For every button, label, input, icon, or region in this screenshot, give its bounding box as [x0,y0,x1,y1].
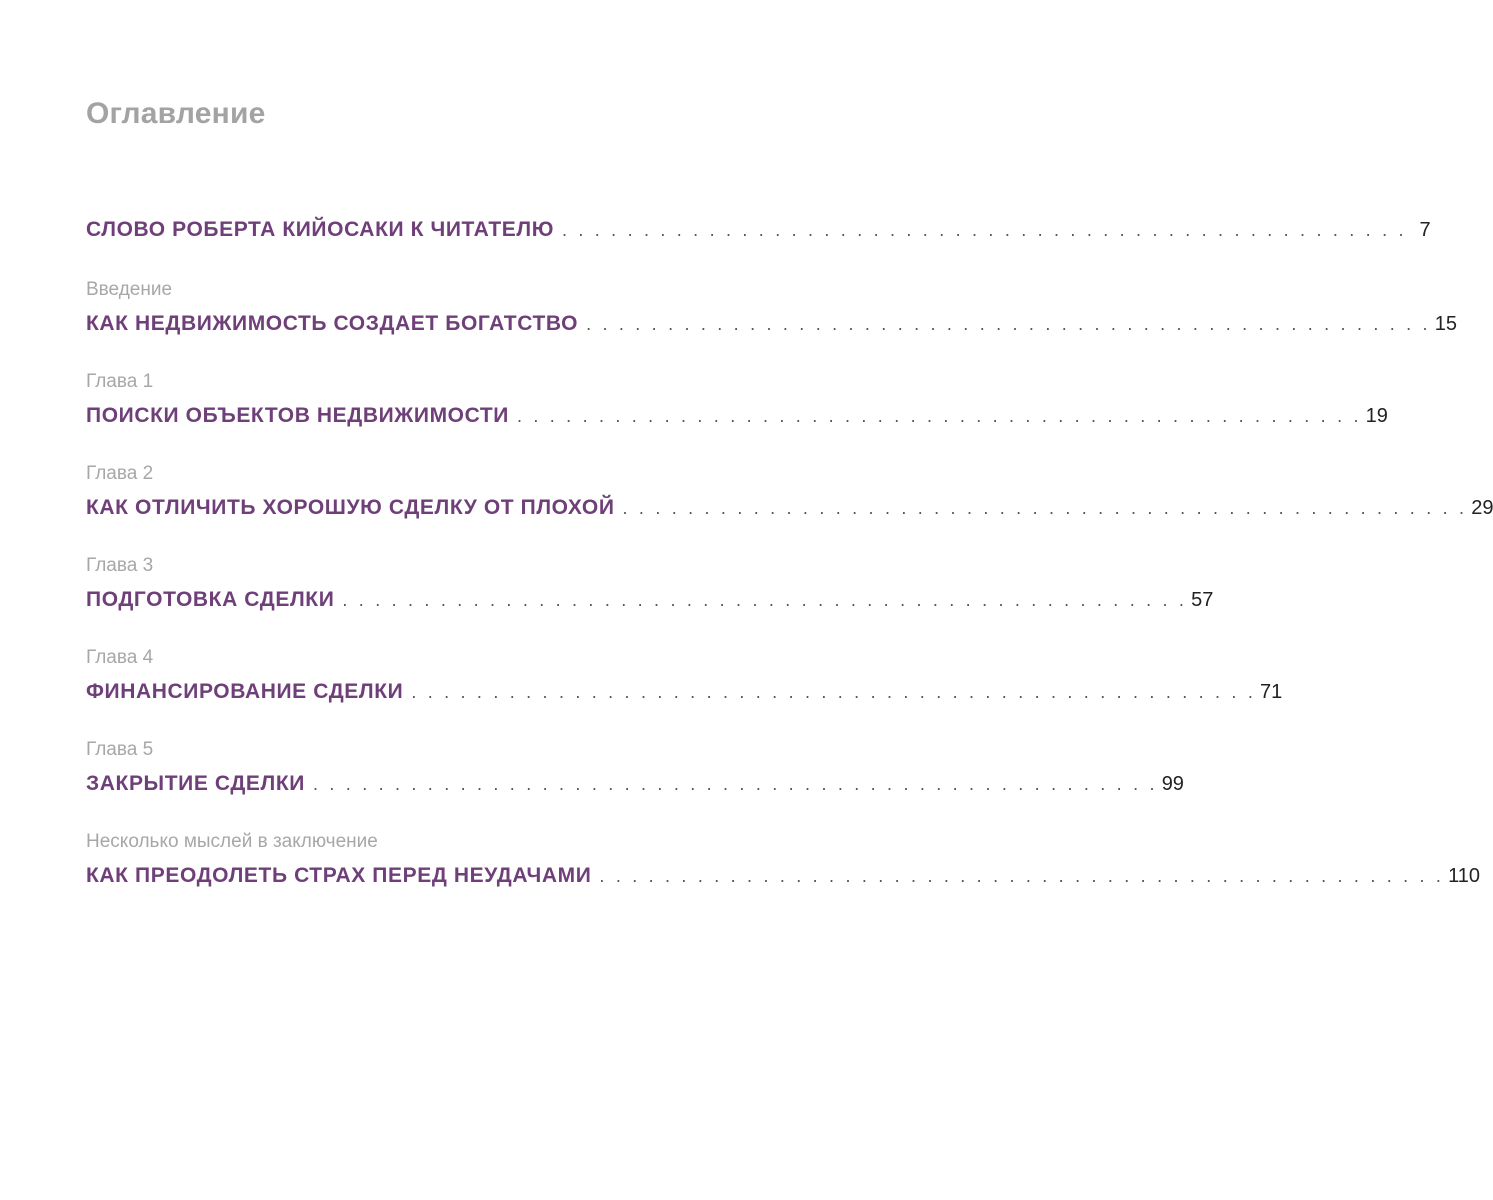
toc-entry-conclusion[interactable] [86,830,1481,890]
toc-page-number: 99 [1161,773,1184,795]
toc-entry-line [86,402,1388,430]
toc-entry-chapter-3[interactable] [86,554,1214,614]
toc-entry-line [86,586,1214,614]
toc-page-number: 57 [1191,589,1214,611]
dot-leader: . . . . . . . . . . . . . . . . . . . . . . . . . . . . . . . . . . . . . . . . . . . . . . . . . . . . [411,682,1257,702]
toc-entry-line [86,310,1458,338]
toc-chapter-label: Несколько мыслей в заключение [86,831,378,852]
toc-chapter-label: Глава 3 [86,555,154,576]
toc-chapter-label: Глава 1 [86,371,154,392]
toc-entry-chapter-1[interactable] [86,370,1388,430]
toc-entry-title: КАК НЕДВИЖИМОСТЬ СОЗДАЕТ БОГАТСТВО [86,312,579,335]
toc-entry-chapter-2[interactable] [86,462,1493,522]
toc-entry-line [86,770,1184,798]
toc-entry-title: ФИНАНСИРОВАНИЕ СДЕЛКИ [86,680,404,703]
toc-entry-chapter-5[interactable] [86,738,1184,798]
toc-page-number: 29 [1471,497,1493,519]
dot-leader: . . . . . . . . . . . . . . . . . . . . . . . . . . . . . . . . . . . . . . . . . . . . . . . . . . . . [586,314,1431,334]
toc-entry-chapter-4[interactable] [86,646,1283,706]
toc-entry-line [86,216,1431,244]
toc-entry-line [86,678,1283,706]
toc-entry-title: СЛОВО РОБЕРТА КИЙОСАКИ К ЧИТАТЕЛЮ [86,218,554,241]
dot-leader: . . . . . . . . . . . . . . . . . . . . . . . . . . . . . . . . . . . . . . . . . . . . . . . . . . . . [599,866,1445,886]
page-title: Оглавление [86,97,266,130]
toc-entry-title: ПОИСКИ ОБЪЕКТОВ НЕДВИЖИМОСТИ [86,404,509,427]
toc-entry-line [86,494,1493,522]
dot-leader: . . . . . . . . . . . . . . . . . . . . . . . . . . . . . . . . . . . . . . . . . . . . . . . . . . . . [561,220,1407,240]
toc-chapter-label: Глава 2 [86,463,154,484]
toc-chapter-label: Глава 5 [86,739,154,760]
toc-page-number: 7 [1419,219,1431,241]
toc-page-number: 19 [1365,405,1388,427]
toc-chapter-label: Глава 4 [86,647,154,668]
dot-leader: . . . . . . . . . . . . . . . . . . . . . . . . . . . . . . . . . . . . . . . . . . . . . . . . . . . . [516,406,1362,426]
toc-page-number: 110 [1448,865,1481,887]
toc-page-number: 15 [1434,313,1458,335]
dot-leader: . . . . . . . . . . . . . . . . . . . . . . . . . . . . . . . . . . . . . . . . . . . . . . . . . . . . [342,590,1188,610]
dot-leader: . . . . . . . . . . . . . . . . . . . . . . . . . . . . . . . . . . . . . . . . . . . . . . . . . . . . [312,774,1158,794]
toc-entry-title: КАК ОТЛИЧИТЬ ХОРОШУЮ СДЕЛКУ ОТ ПЛОХОЙ [86,496,615,519]
toc-chapter-label: Введение [86,279,173,300]
toc-entry-introduction[interactable] [86,278,1458,338]
toc-entry-title: ЗАКРЫТИЕ СДЕЛКИ [86,772,305,795]
toc-entry-title: ПОДГОТОВКА СДЕЛКИ [86,588,335,611]
toc-entry-title: КАК ПРЕОДОЛЕТЬ СТРАХ ПЕРЕД НЕУДАЧАМИ [86,864,592,887]
toc-entry-foreword[interactable] [86,216,1431,244]
dot-leader: . . . . . . . . . . . . . . . . . . . . . . . . . . . . . . . . . . . . . . . . . . . . . . . . . . . . [622,498,1468,518]
toc-page-number: 71 [1260,681,1283,703]
toc-entry-line [86,862,1481,890]
